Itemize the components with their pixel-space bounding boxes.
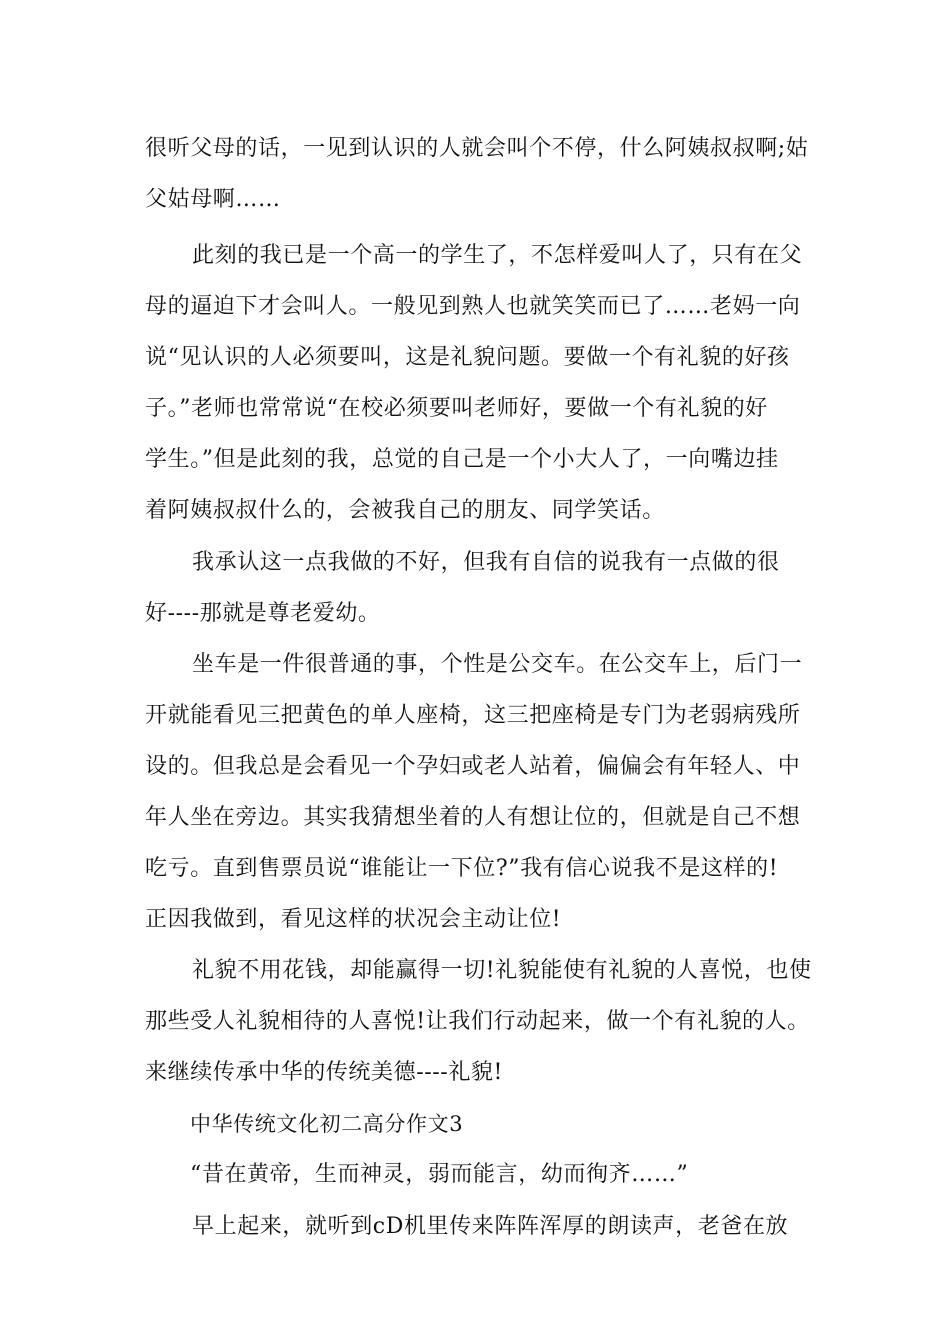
text-line: 子。”老师也常常说“在校必须要叫老师好，要做一个有礼貌的好 [145,396,768,421]
text-line: 说“见认识的人必须要叫，这是礼貌问题。要做一个有礼貌的好孩 [145,345,790,370]
text-line: 着阿姨叔叔什么的，会被我自己的朋友、同学笑话。 [145,498,665,523]
text-line: 学生。”但是此刻的我，总觉的自己是一个小大人了，一向嘴边挂 [145,447,779,472]
text-line: “昔在黄帝，生而神灵，弱而能言，幼而徇齐……” [190,1162,689,1187]
text-line: 母的逼迫下才会叫人。一般见到熟人也就笑笑而已了……老妈一向 [145,294,801,319]
text-line: 礼貌不用花钱，却能赢得一切!礼貌能使有礼貌的人喜悦，也使 [192,958,812,983]
text-line: 年人坐在旁边。其实我猜想坐着的人有想让位的，但就是自己不想 [145,805,801,830]
text-line: 好----那就是尊老爱幼。 [145,601,381,626]
text-line: 很听父母的话，一见到认识的人就会叫个不停，什么阿姨叔叔啊;姑 [145,136,809,161]
text-line: 父姑母啊…… [145,187,281,212]
text-line: 吃亏。直到售票员说“谁能让一下位?”我有信心说我不是这样的! [145,856,779,881]
text-line: 早上起来，就听到cD机里传来阵阵浑厚的朗读声，老爸在放 [192,1214,789,1239]
text-line: 开就能看见三把黄色的单人座椅，这三把座椅是专门为老弱病残所 [145,703,801,728]
text-line: 设的。但我总是会看见一个孕妇或老人站着，偏偏会有年轻人、中 [145,754,801,779]
text-line: 那些受人礼貌相待的人喜悦!让我们行动起来，做一个有礼貌的人。 [145,1009,810,1034]
text-line: 此刻的我已是一个高一的学生了，不怎样爱叫人了，只有在父 [192,243,803,268]
text-line: 我承认这一点我做的不好，但我有自信的说我有一点做的很 [192,550,780,575]
text-line: 正因我做到，看见这样的状况会主动让位! [145,907,562,932]
text-line: 来继续传承中华的传统美德----礼貌! [145,1060,503,1085]
text-line: 坐车是一件很普通的事，个性是公交车。在公交车上，后门一 [192,652,803,677]
section-heading: 中华传统文化初二高分作文3 [190,1112,464,1136]
